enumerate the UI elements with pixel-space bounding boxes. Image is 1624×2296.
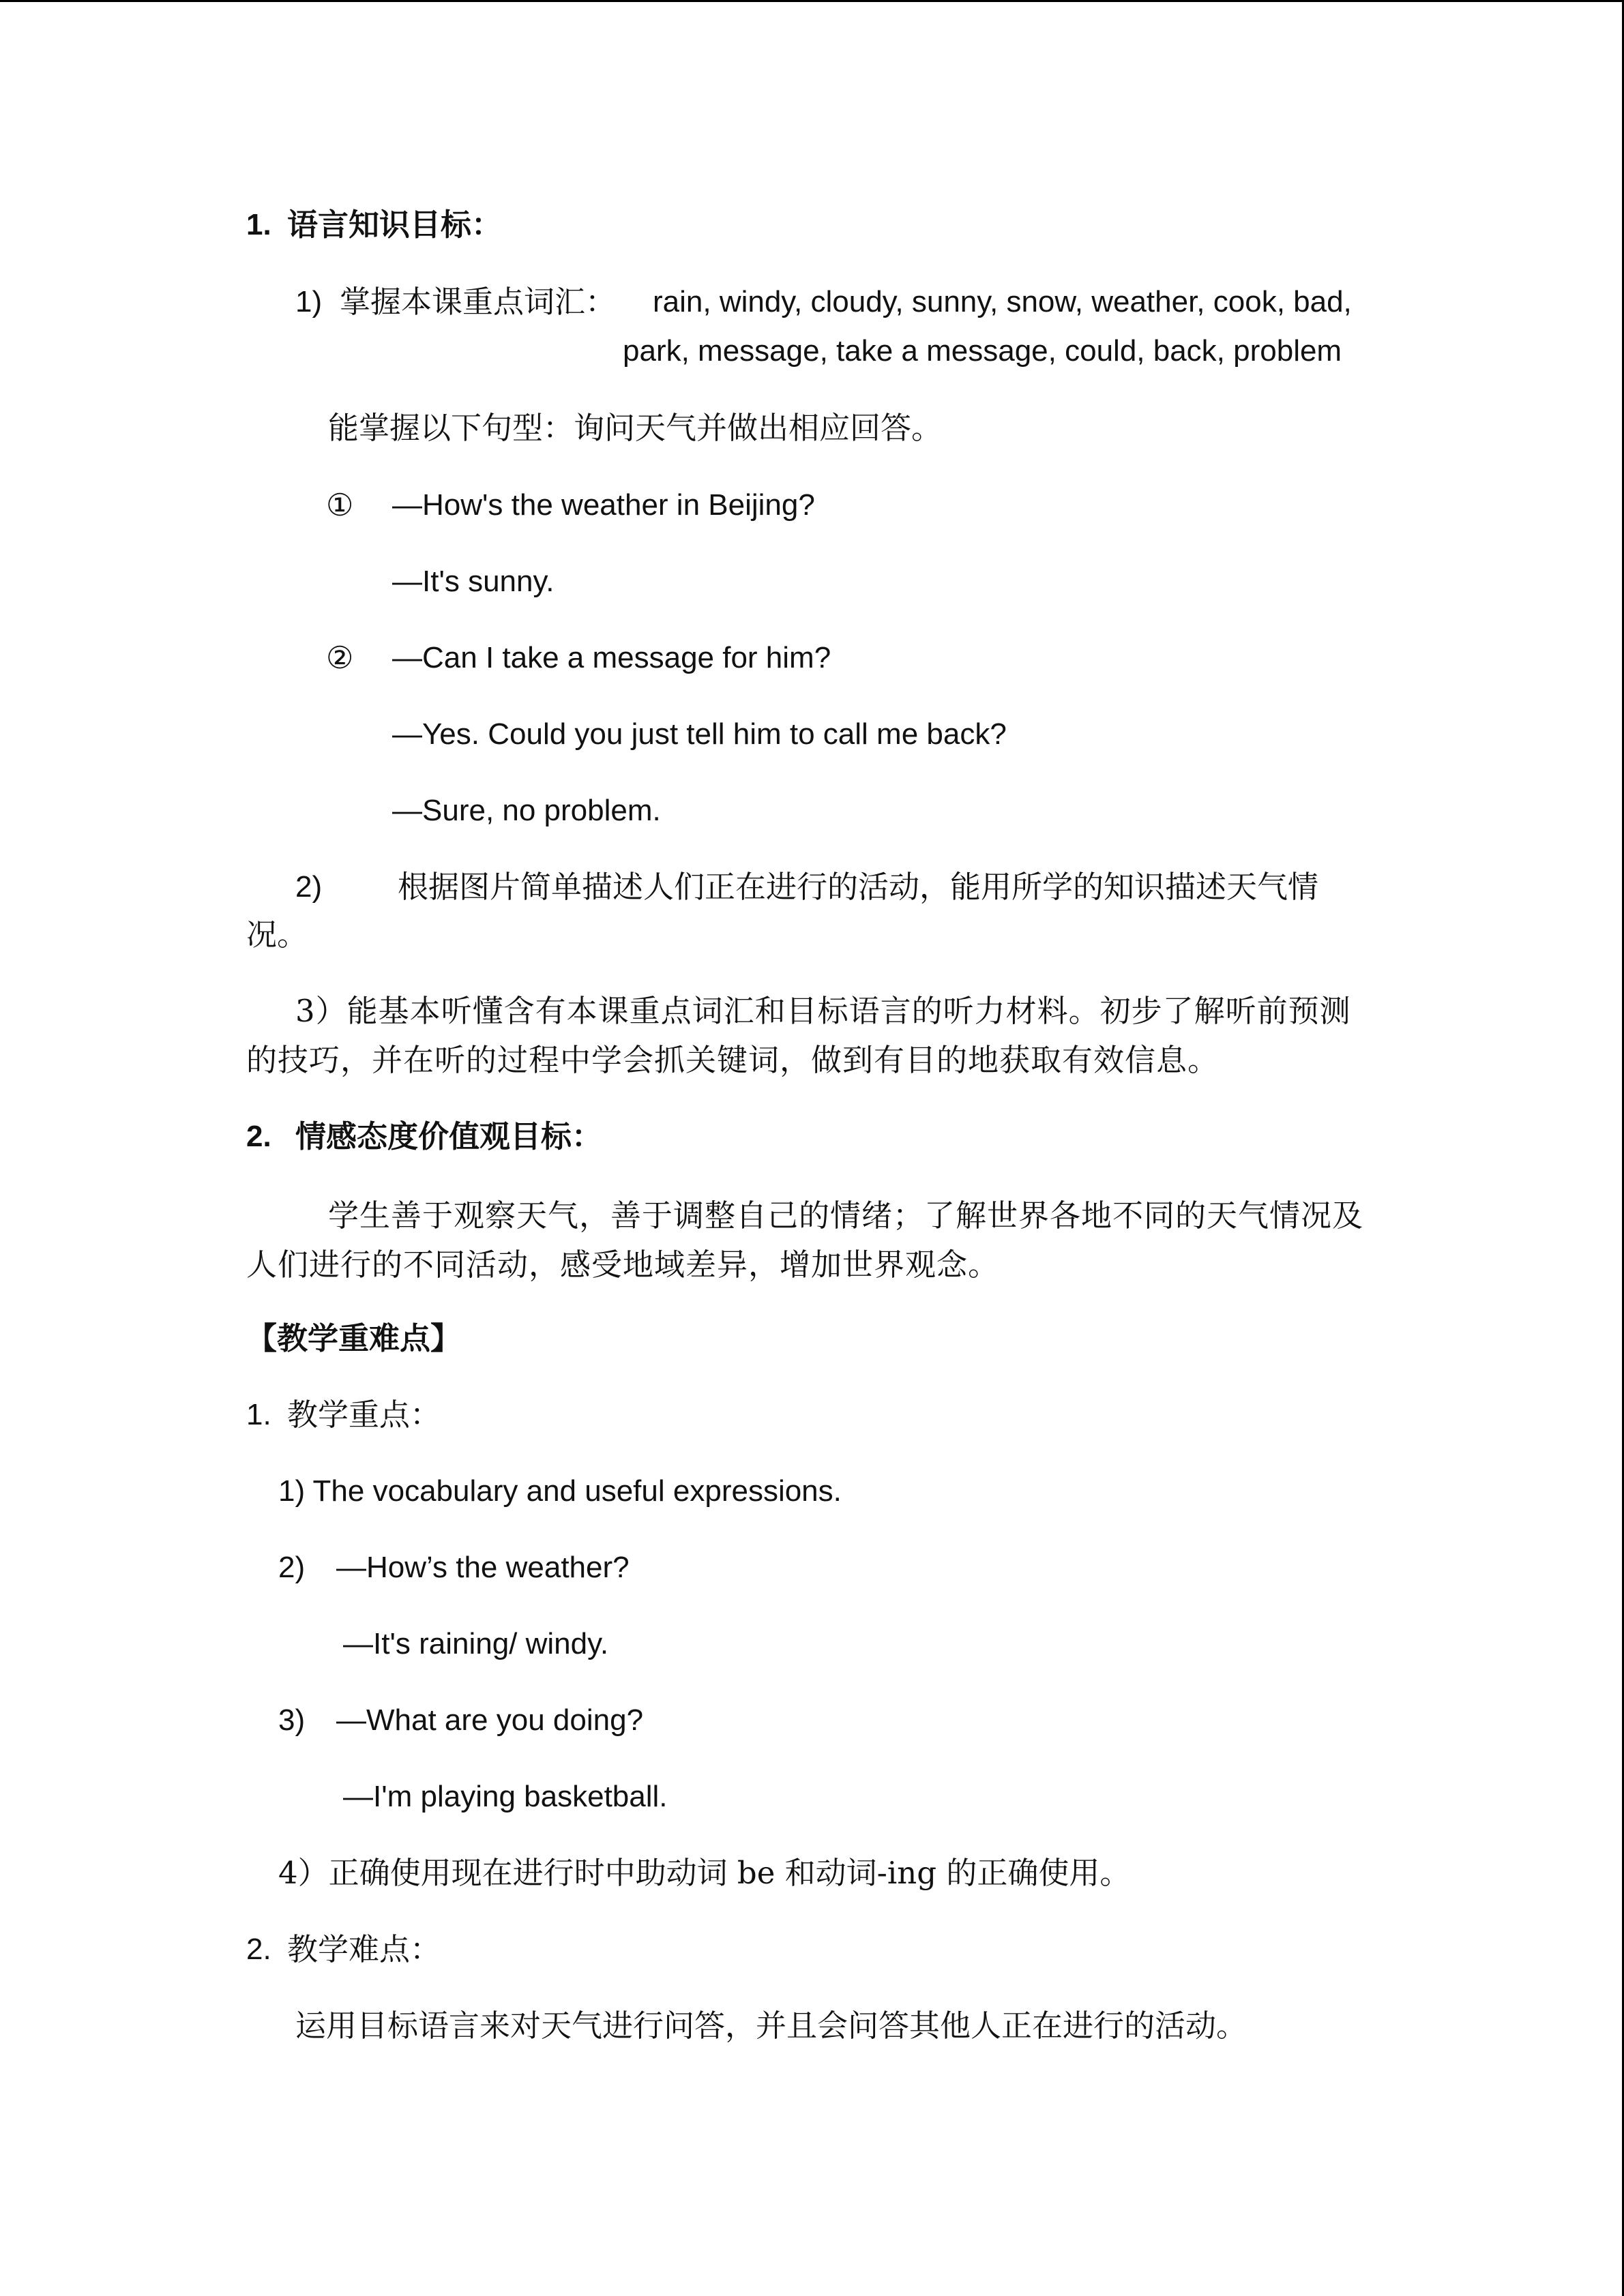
focus-item-4: 4）正确使用现在进行时中助动词 be 和动词-ing 的正确使用。 <box>278 1855 1131 1891</box>
vocab-line-1: rain, windy, cloudy, sunny, snow, weather, cook, bad, <box>653 285 1352 318</box>
example-2-answer-1: —Yes. Could you just tell him to call me back? <box>392 717 1007 751</box>
top-border <box>0 0 1624 2</box>
example-marker-2: ② <box>326 640 354 676</box>
pattern-intro: 能掌握以下句型：询问天气并做出相应回答。 <box>328 410 943 446</box>
focus-heading: 教学重点： <box>287 1397 441 1433</box>
difficulty-number: 2. <box>246 1933 271 1966</box>
example-1-question: —How's the weather in Beijing? <box>392 488 815 522</box>
example-2-question: —Can I take a message for him? <box>392 641 831 674</box>
focus-item-3-answer: —I'm playing basketball. <box>343 1780 668 1813</box>
focus-item-1: 1) The vocabulary and useful expressions. <box>278 1474 842 1508</box>
key-points-title: 【教学重难点】 <box>246 1320 462 1356</box>
focus-item-2-question: —How’s the weather? <box>336 1551 630 1584</box>
vocab-line-2: park, message, take a message, could, back, problem <box>623 334 1342 368</box>
vocab-label: 掌握本课重点词汇： <box>340 284 617 320</box>
item-2-line-2: 况。 <box>246 916 308 953</box>
focus-item-number: 2) <box>278 1551 306 1584</box>
heading-number: 2. <box>246 1120 271 1153</box>
attitude-paragraph: 学生善于观察天气，善于调整自己的情绪；了解世界各地不同的天气情况及人们进行的不同活动，感受地域差异，增加世界观念。 <box>246 1197 1364 1283</box>
attitude-objectives-heading: 情感态度价值观目标： <box>295 1118 603 1154</box>
heading-number: 1. <box>246 208 271 241</box>
focus-item-number: 3) <box>278 1703 306 1737</box>
item-3-paragraph: 3）能基本听懂含有本课重点词汇和目标语言的听力材料。初步了解听前预测的技巧，并在听的过程中学会抓关键词，做到有目的地获取有效信息。 <box>246 993 1351 1078</box>
example-marker-1: ① <box>326 487 354 523</box>
item-number: 2) <box>295 870 323 904</box>
focus-item-3-question: —What are you doing? <box>336 1703 644 1737</box>
example-2-answer-2: —Sure, no problem. <box>392 794 661 827</box>
difficulty-text: 运用目标语言来对天气进行问答，并且会问答其他人正在进行的活动。 <box>295 2008 1247 2044</box>
item-number: 1) <box>295 285 323 318</box>
item-2-line-1: 根据图片简单描述人们正在进行的活动，能用所学的知识描述天气情 <box>398 869 1319 905</box>
focus-number: 1. <box>246 1398 271 1431</box>
example-1-answer: —It's sunny. <box>392 565 555 598</box>
difficulty-heading: 教学难点： <box>287 1931 441 1967</box>
focus-item-2-answer: —It's raining/ windy. <box>343 1627 609 1660</box>
language-objectives-heading: 语言知识目标： <box>287 207 503 243</box>
